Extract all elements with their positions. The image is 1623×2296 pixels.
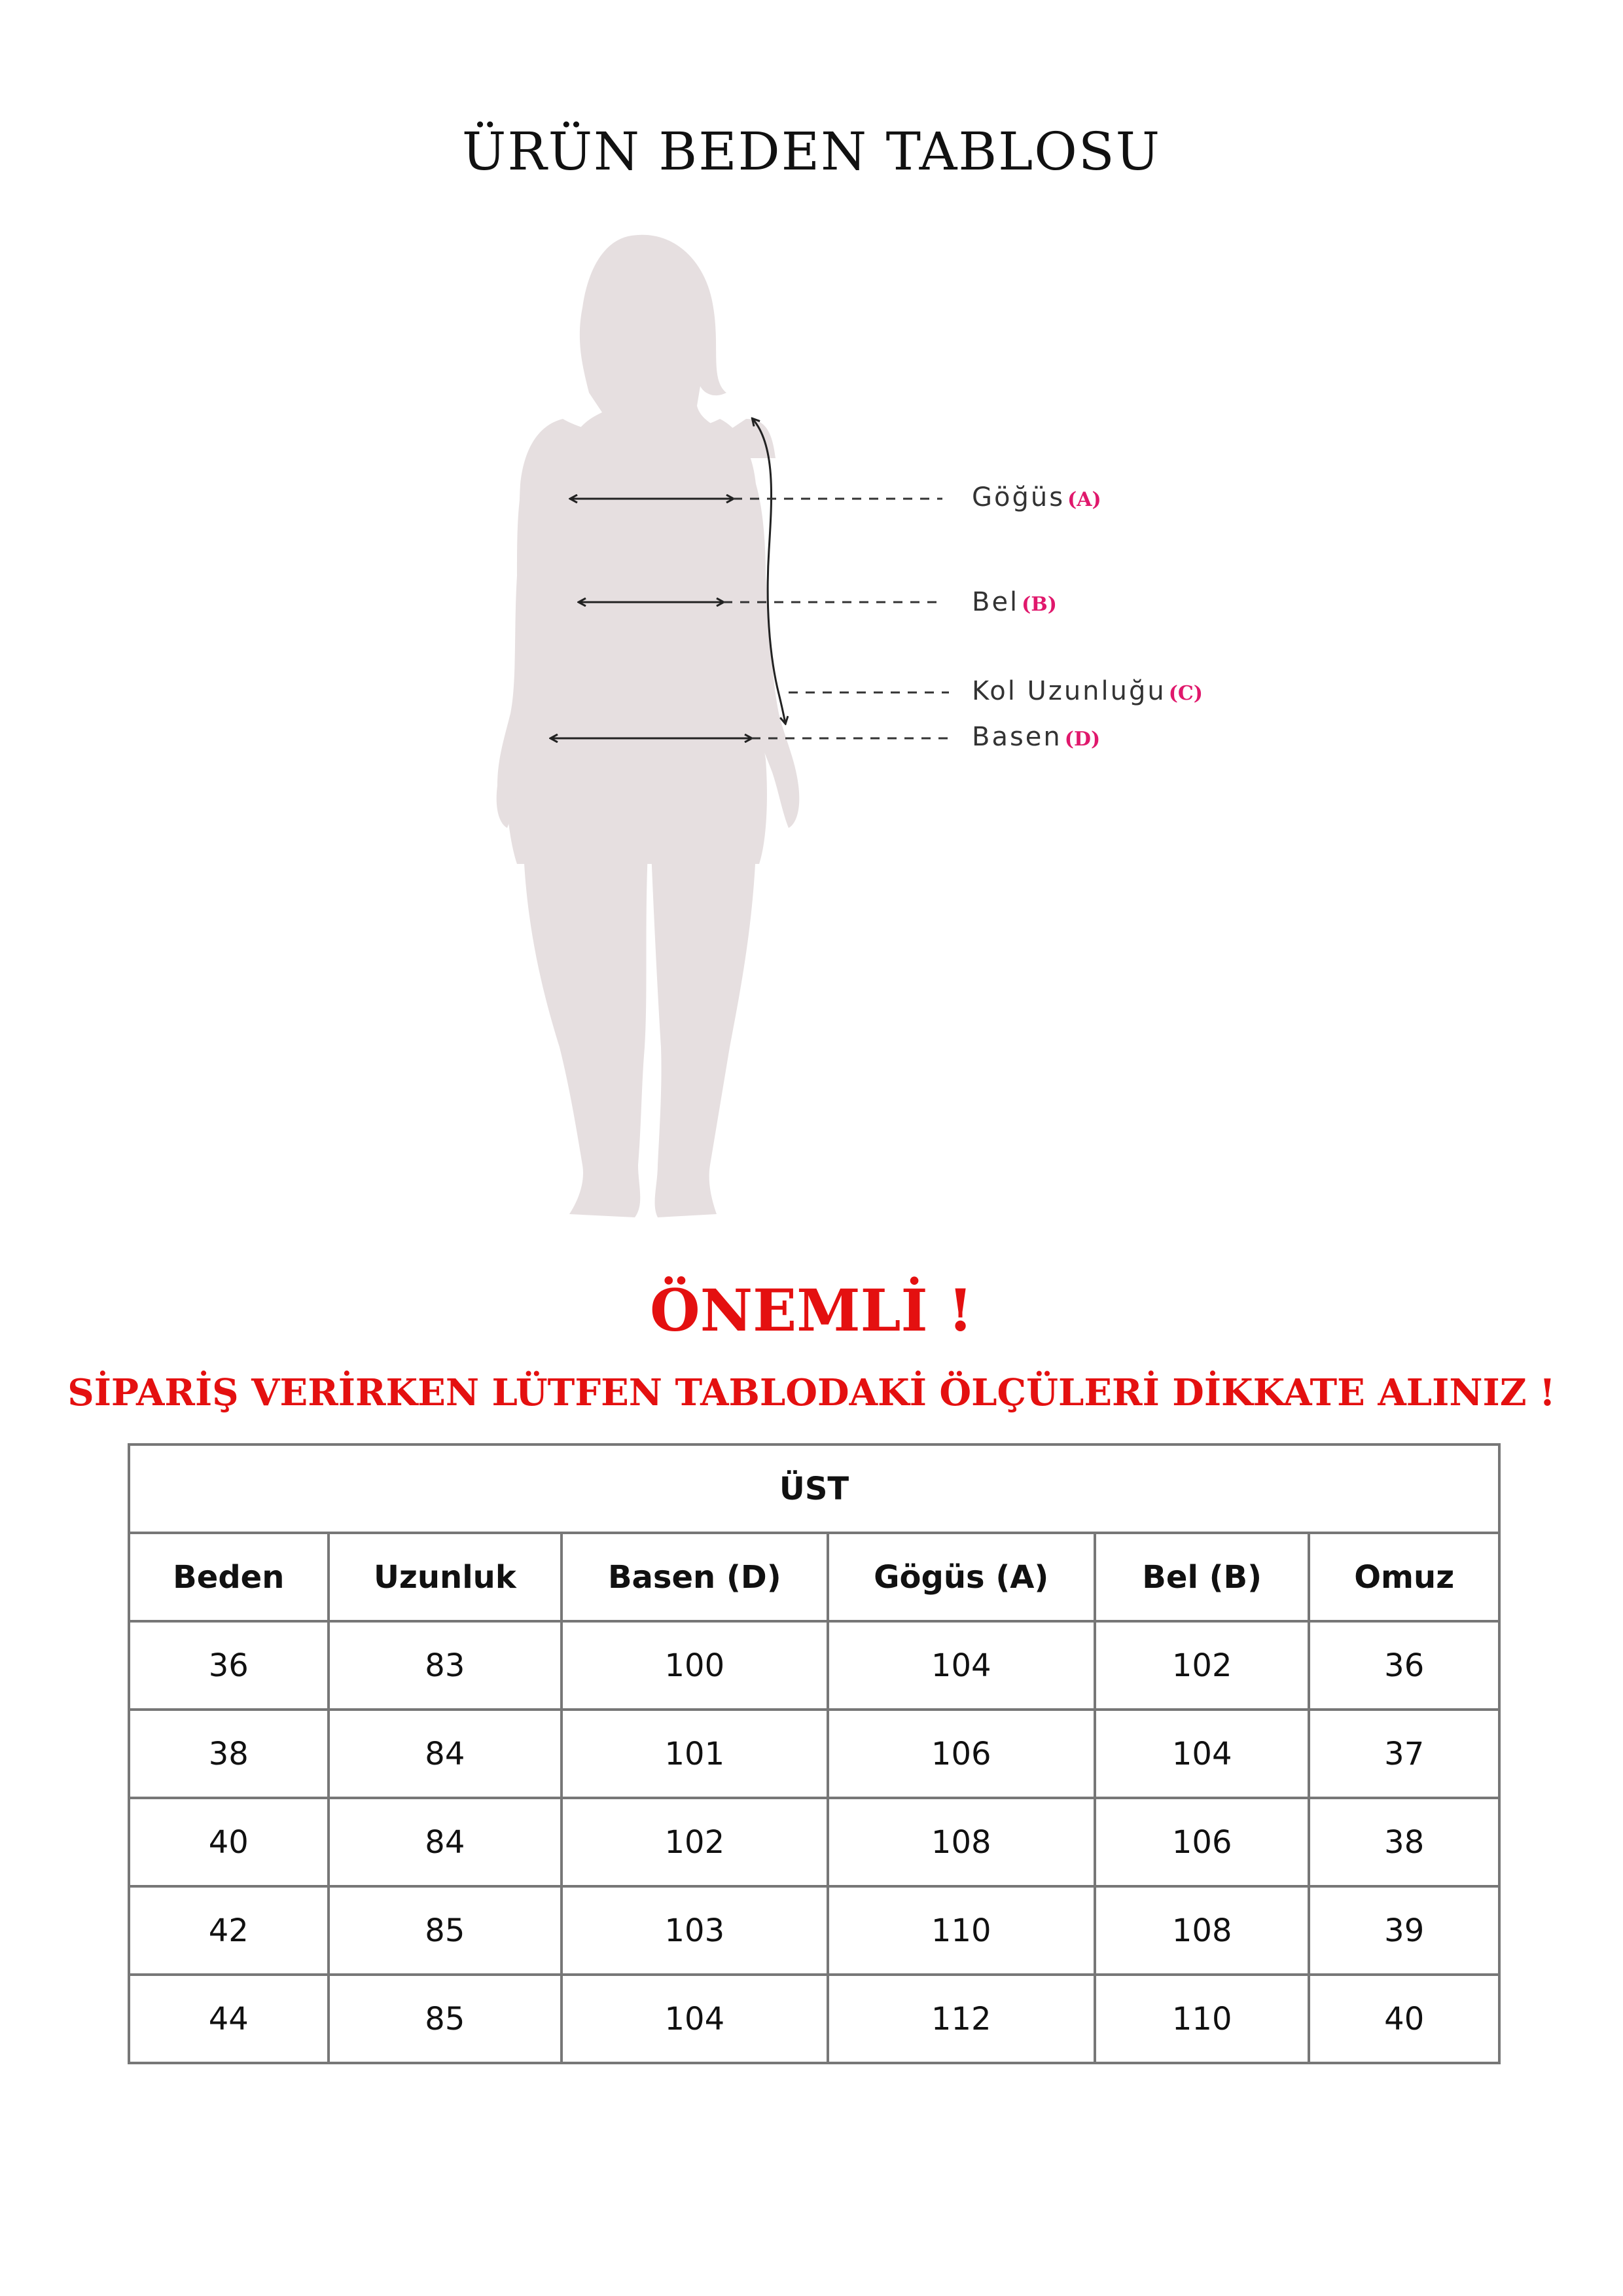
table-cell: 110 xyxy=(1095,1975,1309,2063)
label-basen-text: Basen xyxy=(972,722,1062,752)
label-gogus-code: (A) xyxy=(1067,488,1101,511)
table-cell: 38 xyxy=(129,1710,329,1798)
table-cell: 104 xyxy=(828,1621,1095,1710)
table-cell: 83 xyxy=(329,1621,562,1710)
group-header: ÜST xyxy=(129,1444,1499,1533)
important-heading: ÖNEMLİ ! xyxy=(650,1276,973,1344)
col-header-omuz: Omuz xyxy=(1309,1533,1499,1621)
table-cell: 84 xyxy=(329,1710,562,1798)
table-cell: 39 xyxy=(1309,1886,1499,1975)
table-cell: 84 xyxy=(329,1798,562,1886)
table-cell: 44 xyxy=(129,1975,329,2063)
table-cell: 38 xyxy=(1309,1798,1499,1886)
table-cell: 42 xyxy=(129,1886,329,1975)
label-bel xyxy=(972,587,1057,617)
label-basen xyxy=(972,722,1100,752)
table-group-row xyxy=(129,1444,1499,1533)
table-cell: 106 xyxy=(828,1710,1095,1798)
table-cell: 108 xyxy=(828,1798,1095,1886)
col-header-beden: Beden xyxy=(129,1533,329,1621)
table-cell: 112 xyxy=(828,1975,1095,2063)
table-row xyxy=(129,1975,1499,2063)
table-header-row xyxy=(129,1533,1499,1621)
size-table xyxy=(128,1443,1501,2064)
label-bel-code: (B) xyxy=(1022,593,1057,616)
table-cell: 102 xyxy=(1095,1621,1309,1710)
table-cell: 103 xyxy=(562,1886,827,1975)
table-cell: 100 xyxy=(562,1621,827,1710)
table-row xyxy=(129,1886,1499,1975)
notice-text: SİPARİŞ VERİRKEN LÜTFEN TABLODAKİ ÖLÇÜLERİ DİKKATE ALINIZ ! xyxy=(67,1371,1556,1414)
table-cell: 102 xyxy=(562,1798,827,1886)
table-row xyxy=(129,1621,1499,1710)
label-basen-code: (D) xyxy=(1064,728,1101,751)
col-header-gogus: Gögüs (A) xyxy=(828,1533,1095,1621)
table-cell: 40 xyxy=(129,1798,329,1886)
table-cell: 101 xyxy=(562,1710,827,1798)
table-cell: 36 xyxy=(1309,1621,1499,1710)
table-row xyxy=(129,1710,1499,1798)
table-cell: 104 xyxy=(562,1975,827,2063)
col-header-bel: Bel (B) xyxy=(1095,1533,1309,1621)
label-kol-uzunlugu xyxy=(972,676,1203,706)
table-cell: 85 xyxy=(329,1975,562,2063)
col-header-uzunluk: Uzunluk xyxy=(329,1533,562,1621)
label-gogus xyxy=(972,482,1101,512)
table-row xyxy=(129,1798,1499,1886)
col-header-basen: Basen (D) xyxy=(562,1533,827,1621)
table-cell: 110 xyxy=(828,1886,1095,1975)
table-cell: 85 xyxy=(329,1886,562,1975)
label-bel-text: Bel xyxy=(972,587,1020,617)
page-title: ÜRÜN BEDEN TABLOSU xyxy=(461,121,1162,182)
table-cell: 37 xyxy=(1309,1710,1499,1798)
table-cell: 108 xyxy=(1095,1886,1309,1975)
table-cell: 40 xyxy=(1309,1975,1499,2063)
body-silhouette xyxy=(497,235,800,1217)
table-cell: 36 xyxy=(129,1621,329,1710)
label-kol-code: (C) xyxy=(1168,682,1203,705)
label-gogus-text: Göğüs xyxy=(972,482,1065,512)
label-kol-text: Kol Uzunluğu xyxy=(972,676,1166,706)
table-cell: 104 xyxy=(1095,1710,1309,1798)
table-cell: 106 xyxy=(1095,1798,1309,1886)
